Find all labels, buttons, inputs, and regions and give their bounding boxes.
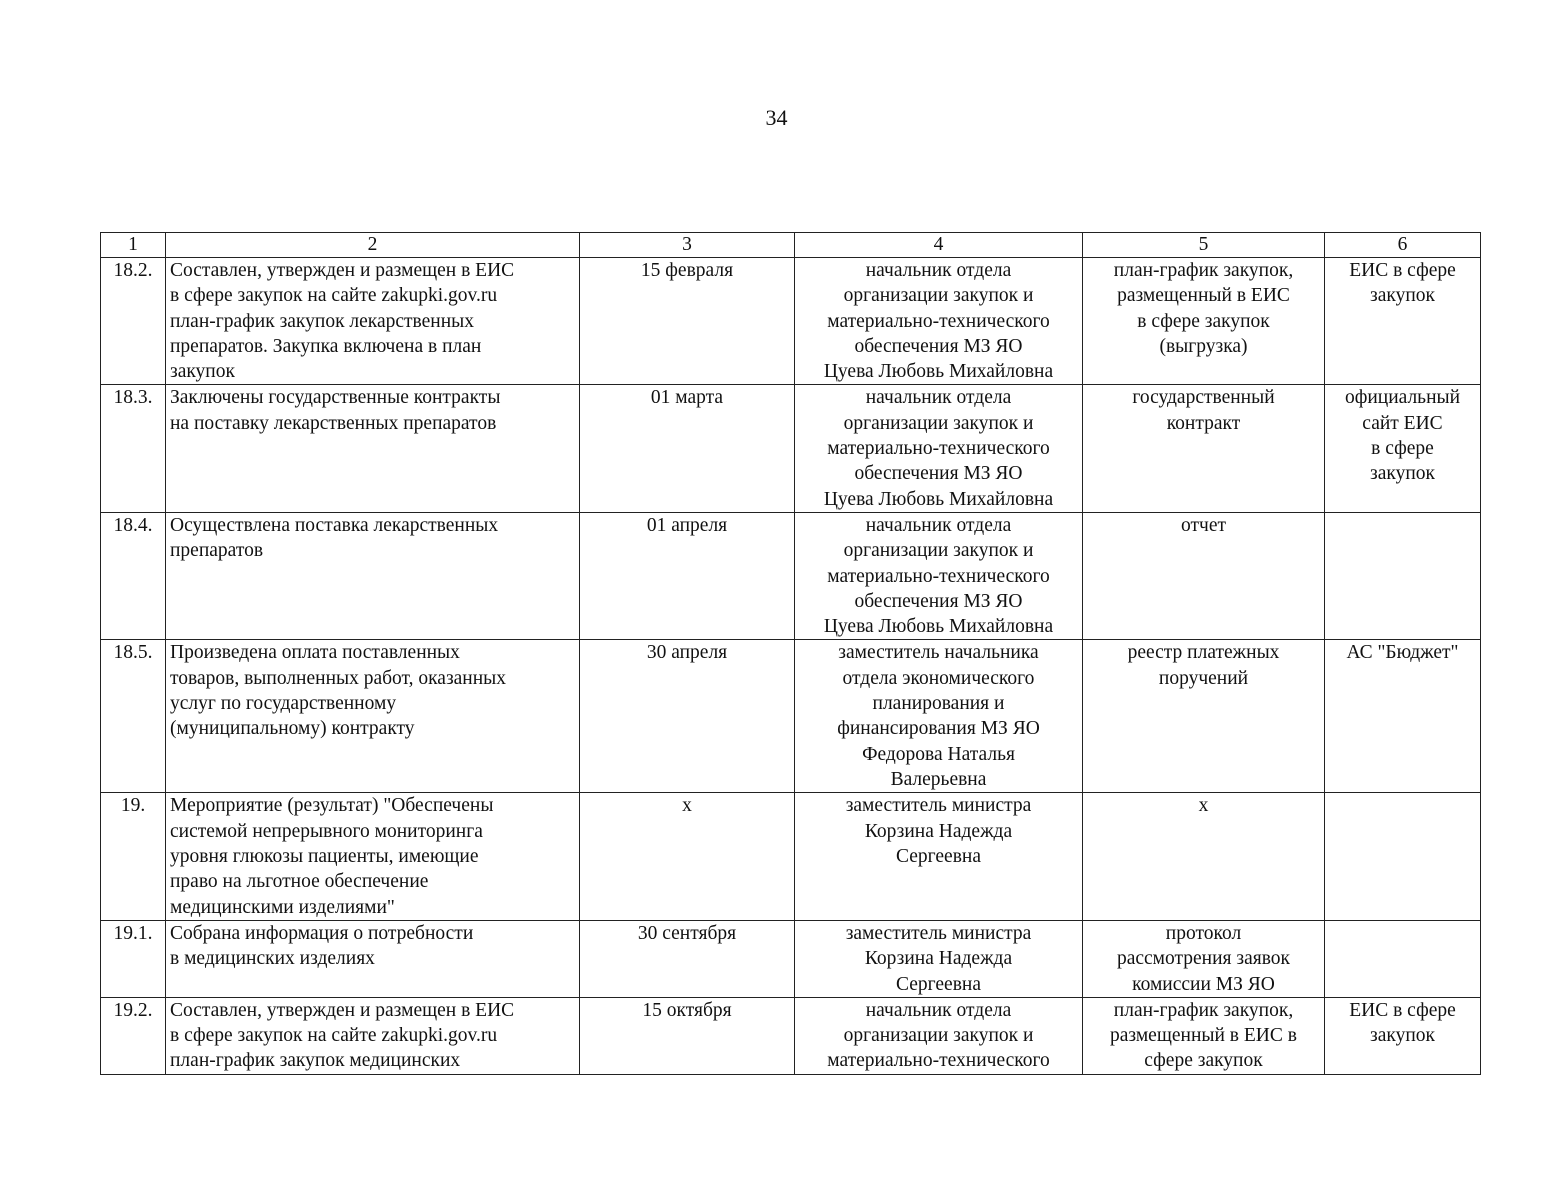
cell-result-text [166, 920, 580, 997]
cell-row-number [101, 640, 166, 793]
cell-responsible-person [795, 640, 1083, 793]
cell-confirming-document [1083, 640, 1325, 793]
row-number: 18.4. [113, 514, 153, 536]
information-system: АС "Бюджет" [1346, 642, 1459, 664]
table-row [101, 920, 1481, 997]
deadline-date: 15 февраля [640, 260, 734, 281]
deadline-date: 30 сентября [637, 922, 737, 944]
page-number: 34 [765, 105, 788, 130]
cell-row-number [101, 385, 166, 512]
cell-information-system [1325, 512, 1481, 639]
header-cell-3: 3 [580, 233, 795, 258]
cell-deadline-date [580, 920, 795, 997]
table-row [101, 512, 1481, 639]
cell-information-system [1325, 258, 1481, 385]
row-number: 19. [120, 795, 146, 817]
result-text: Произведена оплата поставленных товаров, выполненных работ, оказанных услуг по государственному (муниципальному) контракту [170, 642, 507, 740]
row-number: 18.3. [113, 387, 153, 409]
table-row [101, 997, 1481, 1074]
confirming-document: план-график закупок, размещенный в ЕИС в сфере закупок (выгрузка) [1113, 260, 1294, 357]
result-text: Собрана информация о потребности в медицинских изделиях [170, 922, 474, 970]
cell-confirming-document [1083, 385, 1325, 512]
cell-confirming-document [1083, 997, 1325, 1074]
cell-deadline-date [580, 385, 795, 512]
deadline-date: 01 апреля [646, 514, 728, 536]
cell-row-number [101, 793, 166, 920]
result-text: Мероприятие (результат) "Обеспечены системой непрерывного мониторинга уровня глюкозы пациенты, имеющие право на льготное обеспечение медицинскими изделиями" [170, 795, 494, 918]
cell-result-text [166, 385, 580, 512]
cell-confirming-document [1083, 258, 1325, 385]
cell-information-system [1325, 997, 1481, 1074]
cell-responsible-person [795, 793, 1083, 920]
table-row [101, 793, 1481, 920]
cell-deadline-date [580, 793, 795, 920]
row-number: 18.5. [113, 642, 153, 664]
confirming-document: план-график закупок, размещенный в ЕИС в сфере закупок [1110, 999, 1297, 1072]
cell-information-system [1325, 920, 1481, 997]
table-row [101, 640, 1481, 793]
result-text: Заключены государственные контракты на поставку лекарственных препаратов [170, 387, 501, 434]
cell-information-system [1325, 793, 1481, 920]
information-system: ЕИС в сфере закупок [1349, 999, 1456, 1047]
responsible-person: начальник отдела организации закупок и материально-технического обеспечения МЗ ЯО Цуева Любовь Михайловна [823, 514, 1054, 638]
cell-result-text [166, 258, 580, 385]
cell-responsible-person [795, 997, 1083, 1074]
cell-confirming-document [1083, 920, 1325, 997]
header-cell-1: 1 [101, 233, 166, 258]
result-text: Осуществлена поставка лекарственных препаратов [170, 514, 499, 562]
header-cell-2: 2 [166, 233, 580, 258]
cell-result-text [166, 997, 580, 1074]
cell-row-number [101, 920, 166, 997]
table-header-row [101, 233, 1481, 258]
information-system: официальный сайт ЕИС в сфере закупок [1344, 387, 1461, 485]
responsible-person: начальник отдела организации закупок и материально-технического обеспечения МЗ ЯО Цуева Любовь Михайловна [823, 387, 1054, 510]
responsible-person: начальник отдела организации закупок и материально-технического обеспечения МЗ ЯО Цуева Любовь Михайловна [823, 260, 1054, 383]
result-text: Составлен, утвержден и размещен в ЕИС в сфере закупок на сайте zakupki.gov.ru план-график закупок лекарственных препаратов. Закупка включена в план закупок [170, 260, 515, 383]
header-cell-5: 5 [1083, 233, 1325, 258]
responsible-person: заместитель министра Корзина Надежда Сергеевна [845, 795, 1032, 868]
cell-information-system [1325, 640, 1481, 793]
cell-confirming-document [1083, 512, 1325, 639]
confirming-document: реестр платежных поручений [1127, 642, 1280, 689]
responsible-person: заместитель министра Корзина Надежда Сергеевна [845, 922, 1032, 995]
cell-deadline-date [580, 258, 795, 385]
cell-responsible-person [795, 512, 1083, 639]
confirming-document: отчет [1181, 514, 1226, 536]
table-row [101, 385, 1481, 512]
deadline-date: x [682, 795, 692, 817]
cell-information-system [1325, 385, 1481, 512]
table-row [101, 258, 1481, 385]
cell-responsible-person [795, 258, 1083, 385]
deadline-date: 15 октября [642, 999, 732, 1021]
cell-result-text [166, 512, 580, 639]
row-number: 19.1. [113, 922, 153, 944]
result-text: Составлен, утвержден и размещен в ЕИС в сфере закупок на сайте zakupki.gov.ru план-график закупок медицинских [170, 999, 515, 1072]
confirming-document: протокол рассмотрения заявок комиссии МЗ ЯО [1116, 922, 1291, 995]
cell-result-text [166, 640, 580, 793]
information-system: ЕИС в сфере закупок [1349, 260, 1456, 307]
responsible-person: начальник отдела организации закупок и материально-технического [827, 999, 1050, 1072]
responsible-person: заместитель начальника отдела экономического планирования и финансирования МЗ ЯО Федорова Наталья Валерьевна [837, 642, 1040, 790]
cell-responsible-person [795, 920, 1083, 997]
cell-deadline-date [580, 997, 795, 1074]
header-cell-4: 4 [795, 233, 1083, 258]
cell-responsible-person [795, 385, 1083, 512]
cell-deadline-date [580, 512, 795, 639]
row-number: 18.2. [113, 260, 153, 281]
cell-deadline-date [580, 640, 795, 793]
row-number: 19.2. [113, 999, 153, 1021]
confirming-document: x [1198, 795, 1209, 817]
confirming-document: государственный контракт [1132, 387, 1275, 434]
plan-table [100, 232, 1481, 1075]
header-cell-6: 6 [1325, 233, 1481, 258]
deadline-date: 30 апреля [646, 642, 728, 664]
cell-confirming-document [1083, 793, 1325, 920]
deadline-date: 01 марта [650, 387, 724, 409]
cell-row-number [101, 258, 166, 385]
cell-row-number [101, 512, 166, 639]
cell-row-number [101, 997, 166, 1074]
cell-result-text [166, 793, 580, 920]
